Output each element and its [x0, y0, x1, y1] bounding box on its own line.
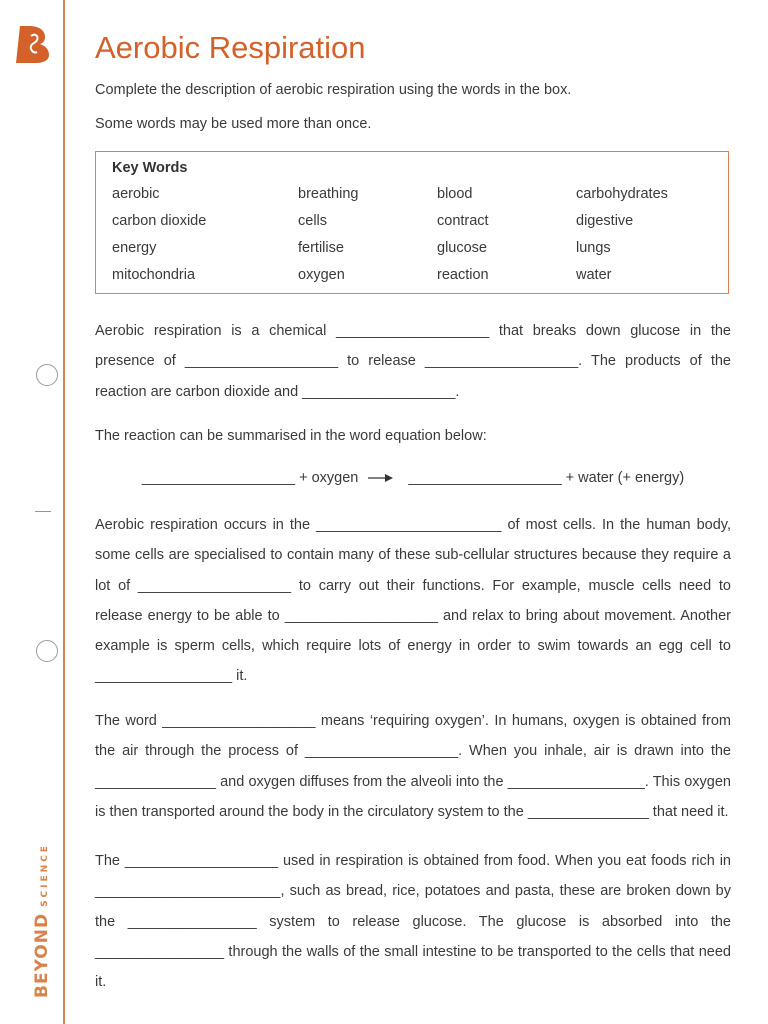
- equation-right: ___________________ + water (+ energy): [408, 470, 685, 486]
- arrow-right-icon: [368, 473, 394, 483]
- key-word: aerobic: [112, 186, 160, 202]
- paragraph-2: The reaction can be summarised in the word equation below:: [95, 428, 487, 444]
- brand-wordmark: [32, 843, 52, 998]
- paragraph-4: The word ___________________ means ‘requiring oxygen’. In humans, oxygen is obtained from the air through the process of ___________________. When you inhale, air is drawn into the _______________ and oxygen diffuses from the alveoli into the _________________. This oxygen is then transported around the body in the circulatory system to the _______________ that need it.: [95, 713, 731, 820]
- key-word: contract: [437, 213, 489, 229]
- equation-left: ___________________ + oxygen: [141, 470, 359, 486]
- key-word: fertilise: [298, 240, 344, 256]
- paragraph-1: Aerobic respiration is a chemical ___________________ that breaks down glucose in the presence of ___________________ to release ___________________. The products of the reaction are carbon dioxide and ___________________.: [95, 323, 731, 400]
- page-title: Aerobic Respiration: [95, 30, 366, 65]
- margin-line: [63, 0, 65, 1024]
- key-word: reaction: [437, 267, 489, 283]
- key-word: lungs: [576, 240, 611, 256]
- key-word: oxygen: [298, 267, 345, 283]
- key-words-grid: [112, 186, 712, 294]
- key-words-box: [95, 151, 729, 294]
- key-word: energy: [112, 240, 157, 256]
- key-word: mitochondria: [112, 267, 196, 283]
- key-word: carbon dioxide: [112, 213, 207, 229]
- binder-hole-bottom: [36, 640, 58, 662]
- paragraph-3: Aerobic respiration occurs in the _______________________ of most cells. In the human body, some cells are specialised to contain many of these sub-cellular structures because they require a lot of ___________________ to carry out their functions. For example, muscle cells need to release energy to be able to ___________________ and relax to bring about movement. Another example is sperm cells, which require lots of energy in order to swim towards an egg cell to _________________ it.: [95, 517, 731, 685]
- key-word: blood: [437, 186, 473, 202]
- key-word: carbohydrates: [576, 186, 668, 202]
- key-word: glucose: [437, 240, 487, 256]
- key-word: digestive: [576, 213, 634, 229]
- brand-subword: SCIENCE: [40, 843, 50, 907]
- binder-hole-top: [36, 364, 58, 386]
- beyond-logo-icon: [16, 24, 50, 64]
- word-equation: [95, 470, 731, 486]
- key-word: breathing: [298, 186, 359, 202]
- fold-mark: [35, 511, 51, 512]
- instruction-1: Complete the description of aerobic respiration using the words in the box.: [95, 82, 572, 98]
- instruction-2: Some words may be used more than once.: [95, 116, 372, 132]
- key-word: water: [576, 267, 612, 283]
- paragraph-5: The ___________________ used in respiration is obtained from food. When you eat foods rich in _______________________, such as bread, rice, potatoes and pasta, these are broken down by the ________________ system to release glucose. The glucose is absorbed into the ________________ through the walls of the small intestine to be transported to the cells that need it.: [95, 853, 731, 991]
- key-word: cells: [298, 213, 328, 229]
- brand-word: BEYOND: [32, 912, 52, 998]
- key-words-heading: Key Words: [112, 160, 188, 176]
